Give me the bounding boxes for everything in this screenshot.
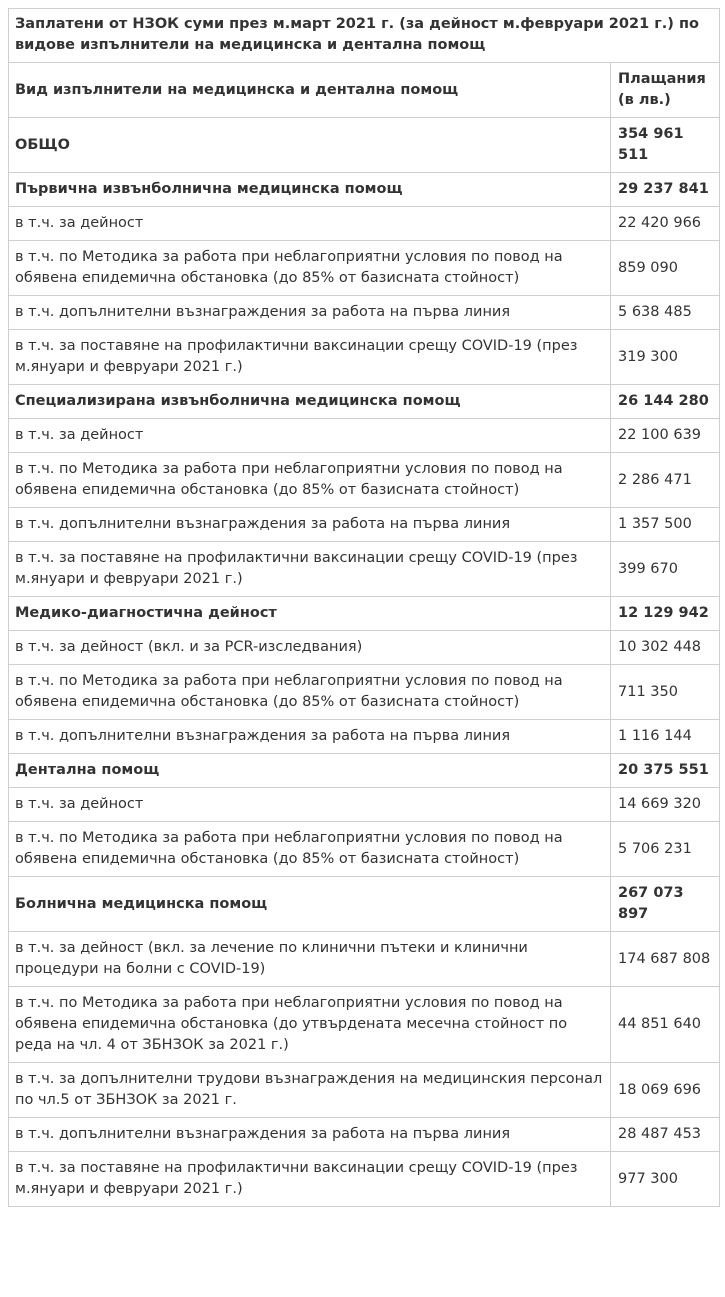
row-value: 399 670 — [611, 542, 720, 597]
table-row — [9, 1118, 720, 1152]
row-label: в т.ч. по Методика за работа при неблагоприятни условия по повод на обявена епидемична обстановка (до 85% от базисната стойност) — [9, 665, 611, 720]
table-header-row — [9, 63, 720, 118]
row-value: 29 237 841 — [611, 173, 720, 207]
row-value: 5 706 231 — [611, 822, 720, 877]
row-value: 14 669 320 — [611, 788, 720, 822]
row-value: 859 090 — [611, 241, 720, 296]
table-row — [9, 822, 720, 877]
table-row — [9, 207, 720, 241]
table-row — [9, 508, 720, 542]
table-section-row — [9, 597, 720, 631]
row-label: в т.ч. допълнителни възнаграждения за работа на първа линия — [9, 720, 611, 754]
row-label: в т.ч. по Методика за работа при неблагоприятни условия по повод на обявена епидемична обстановка (до 85% от базисната стойност) — [9, 241, 611, 296]
row-value: 174 687 808 — [611, 932, 720, 987]
row-label: в т.ч. за поставяне на профилактични ваксинации срещу COVID-19 (през м.януари и февруари 2021 г.) — [9, 1152, 611, 1207]
table-row — [9, 631, 720, 665]
table-row — [9, 241, 720, 296]
row-value: 18 069 696 — [611, 1063, 720, 1118]
row-value: 20 375 551 — [611, 754, 720, 788]
row-value: 1 357 500 — [611, 508, 720, 542]
table-row — [9, 296, 720, 330]
row-label: в т.ч. по Методика за работа при неблагоприятни условия по повод на обявена епидемична обстановка (до 85% от базисната стойност) — [9, 453, 611, 508]
payments-table — [8, 8, 720, 1207]
table-row — [9, 419, 720, 453]
row-value: 44 851 640 — [611, 987, 720, 1063]
table-row — [9, 330, 720, 385]
row-value: 10 302 448 — [611, 631, 720, 665]
row-value: 12 129 942 — [611, 597, 720, 631]
row-value: 1 116 144 — [611, 720, 720, 754]
row-value: 2 286 471 — [611, 453, 720, 508]
table-section-row — [9, 385, 720, 419]
table-title-row — [9, 9, 720, 63]
row-value: 711 350 — [611, 665, 720, 720]
table-section-row — [9, 877, 720, 932]
table-row — [9, 1152, 720, 1207]
row-value: 354 961 511 — [611, 118, 720, 173]
row-value: 319 300 — [611, 330, 720, 385]
table-row — [9, 1063, 720, 1118]
table-section-row — [9, 754, 720, 788]
table-row — [9, 932, 720, 987]
table-section-row — [9, 118, 720, 173]
row-label: в т.ч. за дейност (вкл. и за PCR-изследвания) — [9, 631, 611, 665]
row-value: 5 638 485 — [611, 296, 720, 330]
row-label: в т.ч. за дейност (вкл. за лечение по клинични пътеки и клинични процедури на болни с COVID-19) — [9, 932, 611, 987]
row-label: в т.ч. допълнителни възнаграждения за работа на първа линия — [9, 1118, 611, 1152]
row-label: в т.ч. по Методика за работа при неблагоприятни условия по повод на обявена епидемична обстановка (до утвърдената месечна стойност по реда на чл. 4 от ЗБНЗОК за 2021 г.) — [9, 987, 611, 1063]
row-value: 267 073 897 — [611, 877, 720, 932]
row-label: Болнична медицинска помощ — [9, 877, 611, 932]
row-value: 977 300 — [611, 1152, 720, 1207]
row-label: Дентална помощ — [9, 754, 611, 788]
row-label: в т.ч. за дейност — [9, 207, 611, 241]
row-label: Медико-диагностична дейност — [9, 597, 611, 631]
table-section-row — [9, 173, 720, 207]
table-title: Заплатени от НЗОК суми през м.март 2021 г. (за дейност м.февруари 2021 г.) по видове изпълнители на медицинска и дентална помощ — [9, 9, 720, 63]
row-label: Първична извънболнична медицинска помощ — [9, 173, 611, 207]
row-label: Специализирана извънболнична медицинска помощ — [9, 385, 611, 419]
row-label: в т.ч. по Методика за работа при неблагоприятни условия по повод на обявена епидемична обстановка (до 85% от базисната стойност) — [9, 822, 611, 877]
header-payments: Плащания (в лв.) — [611, 63, 720, 118]
row-label: в т.ч. за дейност — [9, 419, 611, 453]
row-label: в т.ч. за дейност — [9, 788, 611, 822]
row-value: 22 420 966 — [611, 207, 720, 241]
row-label: в т.ч. за допълнителни трудови възнаграждения на медицинския персонал по чл.5 от ЗБНЗОК за 2021 г. — [9, 1063, 611, 1118]
row-label: ОБЩО — [9, 118, 611, 173]
table-row — [9, 987, 720, 1063]
table-row — [9, 542, 720, 597]
row-value: 26 144 280 — [611, 385, 720, 419]
table-row — [9, 788, 720, 822]
row-label: в т.ч. за поставяне на профилактични ваксинации срещу COVID-19 (през м.януари и февруари 2021 г.) — [9, 330, 611, 385]
row-label: в т.ч. допълнителни възнаграждения за работа на първа линия — [9, 508, 611, 542]
table-row — [9, 720, 720, 754]
header-provider-type: Вид изпълнители на медицинска и дентална помощ — [9, 63, 611, 118]
table-row — [9, 665, 720, 720]
table-row — [9, 453, 720, 508]
row-value: 28 487 453 — [611, 1118, 720, 1152]
row-value: 22 100 639 — [611, 419, 720, 453]
row-label: в т.ч. допълнителни възнаграждения за работа на първа линия — [9, 296, 611, 330]
row-label: в т.ч. за поставяне на профилактични ваксинации срещу COVID-19 (през м.януари и февруари 2021 г.) — [9, 542, 611, 597]
